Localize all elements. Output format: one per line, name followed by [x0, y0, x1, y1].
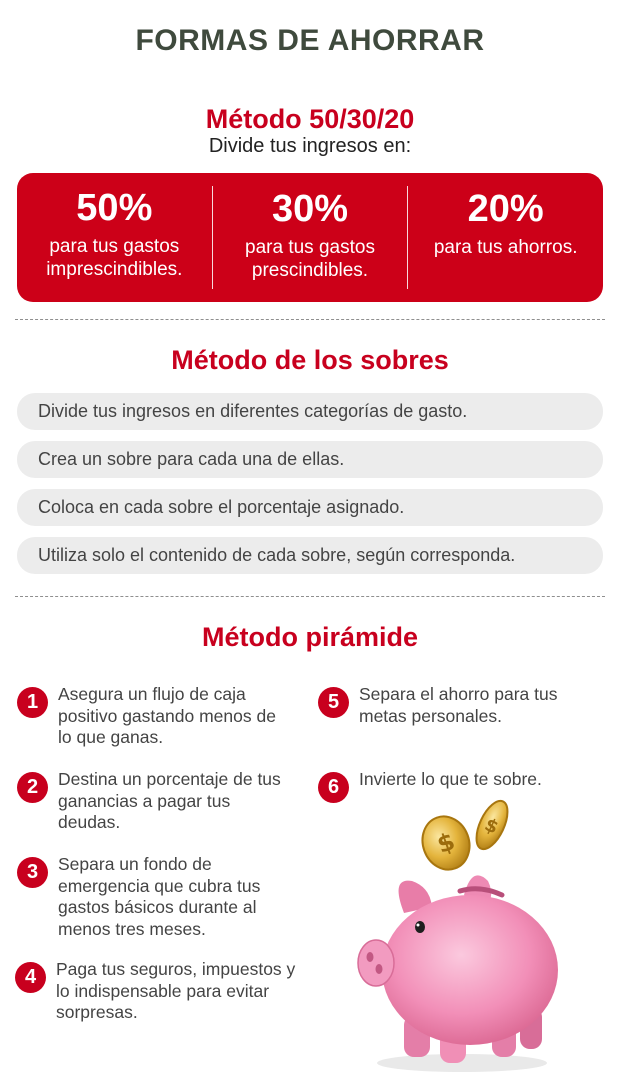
svg-text:$: $ [481, 814, 502, 839]
piramide-step-5 [318, 684, 608, 727]
percentage-value: 50% [76, 187, 153, 229]
percentage-description: para tus gastos prescindibles. [245, 237, 375, 281]
sobres-step: Crea un sobre para cada una de ellas. [17, 441, 603, 478]
section-title-503020: Método 50/30/20 [205, 104, 415, 134]
percentage-column-savings [407, 186, 603, 289]
step-number-badge: 5 [318, 687, 349, 718]
piramide-step-2 [17, 769, 307, 834]
section-divider [15, 319, 605, 320]
percentage-value: 30% [271, 188, 349, 230]
percentage-column-wants [212, 186, 408, 289]
step-number-badge: 4 [15, 962, 46, 993]
piggy-bank-with-coins-icon [352, 795, 562, 1075]
percentage-column-needs [17, 173, 212, 302]
dollar-coin-icon [470, 796, 514, 853]
percentage-value: 20% [467, 188, 544, 230]
step-text: Destina un porcentaje de tus ganancias a pagar tus deudas. [58, 769, 281, 832]
step-text: Invierte lo que te sobre. [359, 769, 542, 789]
sobres-step: Coloca en cada sobre el porcentaje asignado. [17, 489, 603, 526]
percentage-description: para tus ahorros. [433, 237, 578, 258]
step-number-badge: 1 [17, 687, 48, 718]
svg-text:$: $ [433, 826, 459, 860]
sobres-step: Divide tus ingresos en diferentes categorías de gasto. [17, 393, 603, 430]
step-text: Asegura un flujo de caja positivo gastando menos de lo que ganas. [58, 684, 276, 747]
section-title-sobres: Método de los sobres [171, 345, 449, 375]
dollar-coin-icon [415, 810, 477, 876]
step-number-badge: 3 [17, 857, 48, 888]
piramide-step-1 [17, 684, 307, 749]
step-text: Paga tus seguros, impuestos y lo indispensable para evitar sorpresas. [56, 959, 296, 1022]
section-title-piramide: Método pirámide [201, 622, 418, 652]
page-title: FORMAS DE AHORRAR [135, 24, 485, 57]
section-divider [15, 596, 605, 597]
step-text: Separa el ahorro para tus metas personales. [359, 684, 558, 726]
piramide-step-4 [15, 959, 310, 1024]
step-text: Separa un fondo de emergencia que cubra tus gastos básicos durante al menos tres meses. [58, 854, 261, 939]
piramide-step-3 [17, 854, 307, 940]
sobres-step: Utiliza solo el contenido de cada sobre, según corresponda. [17, 537, 603, 574]
section-subtitle-503020: Divide tus ingresos en: [208, 135, 412, 157]
percentage-description: para tus gastos imprescindibles. [46, 236, 183, 280]
percentage-box [17, 173, 603, 302]
step-number-badge: 2 [17, 772, 48, 803]
step-number-badge: 6 [318, 772, 349, 803]
